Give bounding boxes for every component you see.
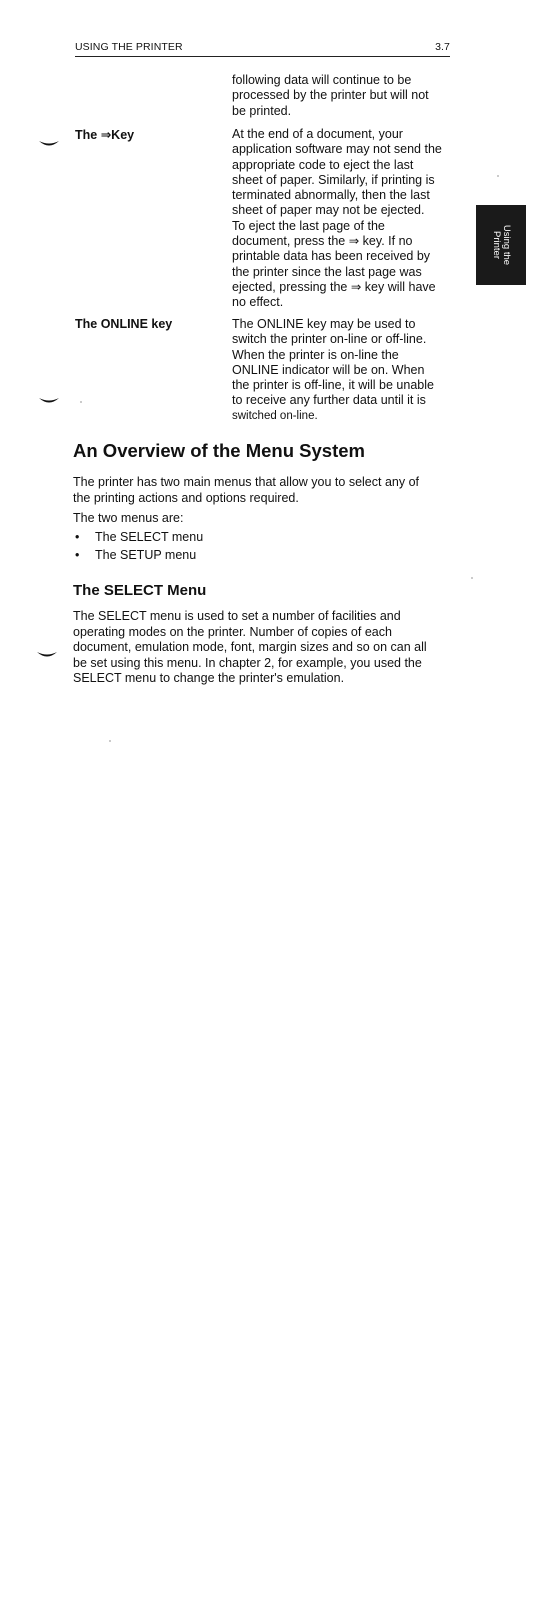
running-header (75, 40, 450, 57)
list-item (73, 530, 203, 548)
text-line: the printing actions and options required. (73, 490, 299, 505)
select-menu-text (73, 609, 438, 687)
scan-speck (80, 401, 82, 403)
continuation-text (232, 73, 450, 119)
text-line: ejected, pressing the ⇒ key will have (232, 279, 436, 294)
menu-list (73, 530, 203, 565)
text-line: no effect. (232, 295, 284, 310)
term-eject-key: The ⇒Key (75, 128, 135, 142)
header-section-title: USING THE PRINTER (75, 41, 183, 53)
bullet-icon: • (75, 530, 80, 544)
list-item-label: The SELECT menu (95, 530, 204, 544)
term-online-key: The ONLINE key (75, 317, 173, 331)
text-line: following data will continue to be (232, 73, 412, 87)
text-line: be set using this menu. In chapter 2, for example, you used the (73, 655, 422, 670)
text-line: document, emulation mode, font, margin sizes and so on can all (73, 640, 427, 654)
scan-speck (109, 740, 111, 742)
text-line: When the printer is on-line the (232, 347, 399, 362)
text-line: appropriate code to eject the last (232, 157, 414, 172)
scan-speck (497, 175, 499, 177)
text-line: sheet of paper may not be ejected. (232, 203, 425, 218)
text-line: The ONLINE key may be used to (232, 317, 416, 331)
text-line: The SELECT menu is used to set a number of facilities and (73, 609, 401, 623)
text-line: processed by the printer but will not (232, 88, 429, 103)
text-line: sheet of paper. Similarly, if printing is (232, 172, 435, 187)
section-heading-overview: An Overview of the Menu System (73, 440, 365, 461)
binding-mark-icon (38, 396, 60, 406)
text-line: the printer is off-line, it will be unable (232, 378, 434, 393)
side-tab-label (491, 225, 511, 265)
header-page-number: 3.7 (435, 41, 450, 53)
text-line: be printed. (232, 103, 292, 118)
text-line: application software may not send the (232, 142, 442, 157)
binding-mark-icon (36, 650, 58, 660)
text-line: operating modes on the printer. Number of copies of each (73, 624, 392, 639)
text-line: the printer since the last page was (232, 264, 422, 279)
text-line: ONLINE indicator will be on. When (232, 362, 425, 377)
list-item-label: The SETUP menu (95, 547, 197, 562)
side-tab-line-1: Using the (501, 224, 512, 266)
text-line: terminated abnormally, then the last (232, 188, 430, 203)
definition-text (232, 317, 450, 424)
text-line: switched on-line. (232, 409, 318, 422)
text-line: To eject the last page of the (232, 218, 385, 233)
text-line: document, press the ⇒ key. If no (232, 234, 413, 249)
text-line: SELECT menu to change the printer's emulation. (73, 671, 345, 685)
definition-text (232, 127, 450, 311)
list-item (73, 548, 203, 566)
text-line: The printer has two main menus that allow you to select any of (73, 475, 420, 489)
text-line: switch the printer on-line or off-line. (232, 332, 427, 347)
overview-intro (73, 475, 438, 506)
text-line: At the end of a document, your (232, 127, 403, 141)
menus-label: The two menus are: (73, 511, 184, 525)
section-side-tab (476, 205, 526, 285)
side-tab-line-2: Printer (491, 231, 502, 259)
text-line: to receive any further data until it is (232, 393, 426, 408)
text-line: printable data has been received by (232, 249, 431, 264)
bullet-icon: • (75, 547, 80, 562)
scan-speck (471, 577, 473, 579)
subsection-heading-select-menu: The SELECT Menu (73, 582, 207, 599)
binding-mark-icon (38, 139, 60, 149)
